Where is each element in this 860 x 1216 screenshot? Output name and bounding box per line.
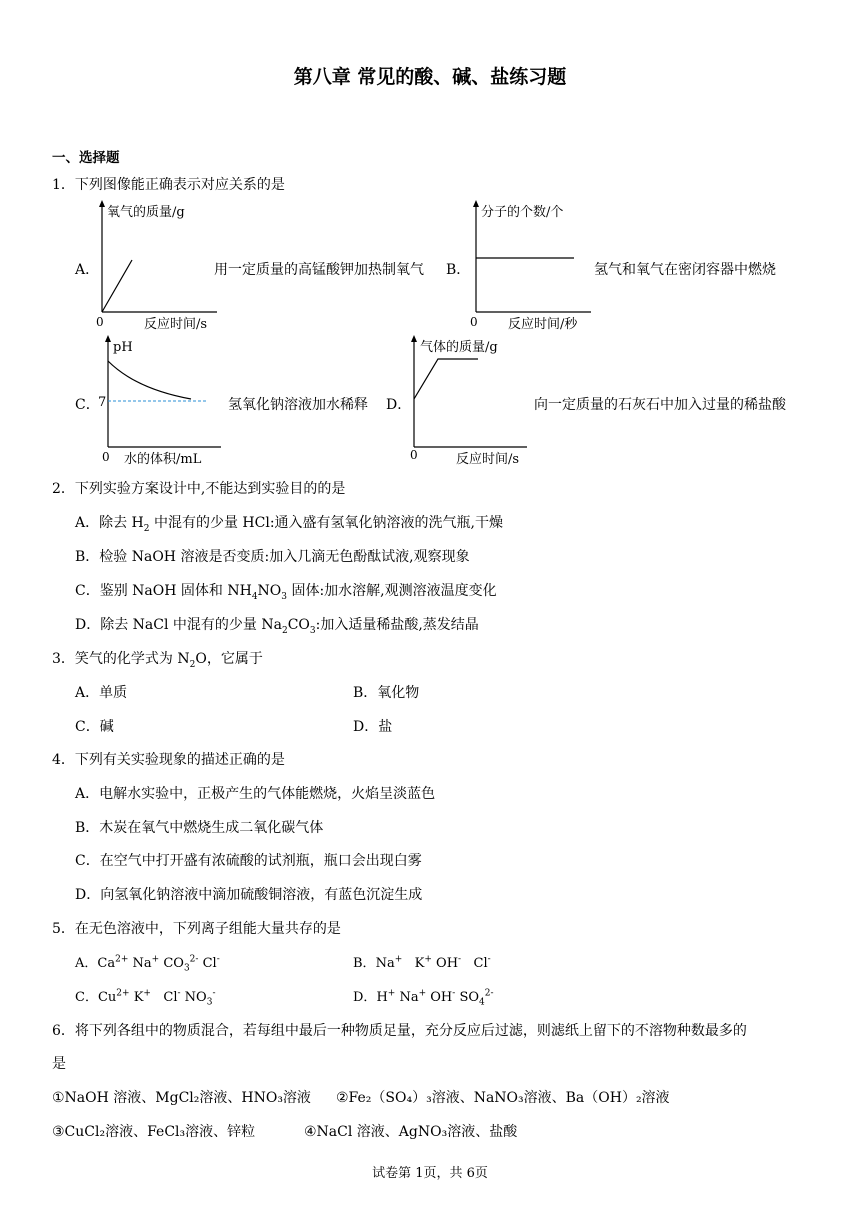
graph-c-origin: 0 <box>102 450 110 464</box>
q5-option-b: B．Na+ K+ OH- Cl- <box>353 954 491 971</box>
q5-stem: 5．在无色溶液中，下列离子组能大量共存的是 <box>52 921 341 937</box>
q4-option-c: C．在空气中打开盛有浓硫酸的试剂瓶，瓶口会出现白雾 <box>75 853 422 869</box>
page-title: 第八章 常见的酸、碱、盐练习题 <box>293 66 567 88</box>
q1-option-d-label: D． <box>386 397 412 413</box>
q2-option-a: A．除去 $H_2$ 中混有的少量 HCl:通入盛有氢氧化钠溶液的洗气瓶,干燥 <box>75 515 503 534</box>
q2-option-b: B．检验 NaOH 溶液是否变质:加入几滴无色酚酞试液,观察现象 <box>75 549 470 565</box>
q1-option-b-label: B． <box>446 262 471 278</box>
q3-option-b: B．氧化物 <box>353 685 420 701</box>
q6-stem-line2: 是 <box>52 1056 66 1072</box>
q2-stem: 2．下列实验方案设计中,不能达到实验目的的是 <box>52 481 346 497</box>
q1-stem: 1．下列图像能正确表示对应关系的是 <box>52 177 285 193</box>
q4-option-d: D．向氢氧化钠溶液中滴加硫酸铜溶液，有蓝色沉淀生成 <box>75 887 423 903</box>
q3-stem: 3．笑气的化学式为 $N_2O$，它属于 <box>52 651 263 670</box>
q1-option-c-label: C． <box>75 397 100 413</box>
q3-option-a: A．单质 <box>75 685 128 701</box>
q4-option-a: A．电解水实验中，正极产生的气体能燃烧，火焰呈淡蓝色 <box>75 786 436 802</box>
q4-option-b: B．木炭在氧气中燃烧生成二氧化碳气体 <box>75 820 324 836</box>
q5-option-d: D．H+ Na+ OH- $SO_4^{2-}$ <box>353 988 494 1008</box>
q2-option-d: D．除去 NaCl 中混有的少量 $Na_2CO_3$:加入适量稀盐酸,蒸发结晶 <box>75 617 479 636</box>
graph-d-ylabel: 气体的质量/g <box>420 340 498 355</box>
q1-graph-b <box>466 200 596 332</box>
q6-option-4: ④NaCl 溶液、AgNO₃溶液、盐酸 <box>304 1124 518 1140</box>
graph-c-ylabel: pH <box>113 340 133 355</box>
section-heading: 一、选择题 <box>52 150 120 166</box>
graph-c-tick: 7 <box>98 395 107 410</box>
graph-c-xlabel: 水的体积/mL <box>124 452 202 467</box>
q1-graph-d <box>402 335 532 467</box>
q6-stem-line1: 6．将下列各组中的物质混合，若每组中最后一种物质足量，充分反应后过滤，则滤纸上留下的不溶物种数最多的 <box>52 1023 747 1039</box>
graph-a-ylabel: 氧气的质量/g <box>107 205 185 220</box>
q5-option-c: C．$Cu^{2+}$ K+ Cl- $NO_3^-$ <box>75 988 216 1008</box>
q1-option-c-text: 氢氧化钠溶液加水稀释 <box>228 397 368 413</box>
graph-d-xlabel: 反应时间/s <box>456 452 520 467</box>
graph-c-curve <box>108 361 191 399</box>
q1-graph-a <box>92 200 222 332</box>
q4-stem: 4．下列有关实验现象的描述正确的是 <box>52 752 285 768</box>
q6-option-2: ②Fe₂（SO₄）₃溶液、NaNO₃溶液、Ba（OH）₂溶液 <box>336 1090 670 1106</box>
graph-d-line <box>414 359 478 399</box>
q6-option-1: ①NaOH 溶液、MgCl₂溶液、HNO₃溶液 <box>52 1090 311 1106</box>
q1-option-d-text: 向一定质量的石灰石中加入过量的稀盐酸 <box>534 397 786 413</box>
q6-option-3: ③CuCl₂溶液、FeCl₃溶液、锌粒 <box>52 1124 256 1140</box>
graph-b-origin: 0 <box>470 315 478 329</box>
q2-option-c: C．鉴别 NaOH 固体和 $NH_4NO_3$ 固体:加水溶解,观测溶液温度变化 <box>75 583 497 602</box>
q1-option-a-text: 用一定质量的高锰酸钾加热制氧气 <box>214 262 424 278</box>
graph-a-xlabel: 反应时间/s <box>144 317 208 332</box>
q1-graph-c <box>96 335 226 467</box>
graph-a-origin: 0 <box>96 315 104 329</box>
page-footer: 试卷第 1页，共 6页 <box>372 1166 488 1181</box>
q1-option-b-text: 氢气和氧气在密闭容器中燃烧 <box>594 262 776 278</box>
q1-option-a-label: A． <box>75 262 100 278</box>
q3-option-c: C．碱 <box>75 719 114 735</box>
graph-b-xlabel: 反应时间/秒 <box>508 317 578 332</box>
q3-option-d: D．盐 <box>353 719 393 735</box>
graph-b-ylabel: 分子的个数/个 <box>481 205 564 220</box>
graph-a-line <box>102 260 132 312</box>
graph-d-origin: 0 <box>410 448 418 462</box>
q5-option-a: A．$Ca^{2+}$ Na+ $CO_3^{2-}$ Cl- <box>75 954 220 974</box>
